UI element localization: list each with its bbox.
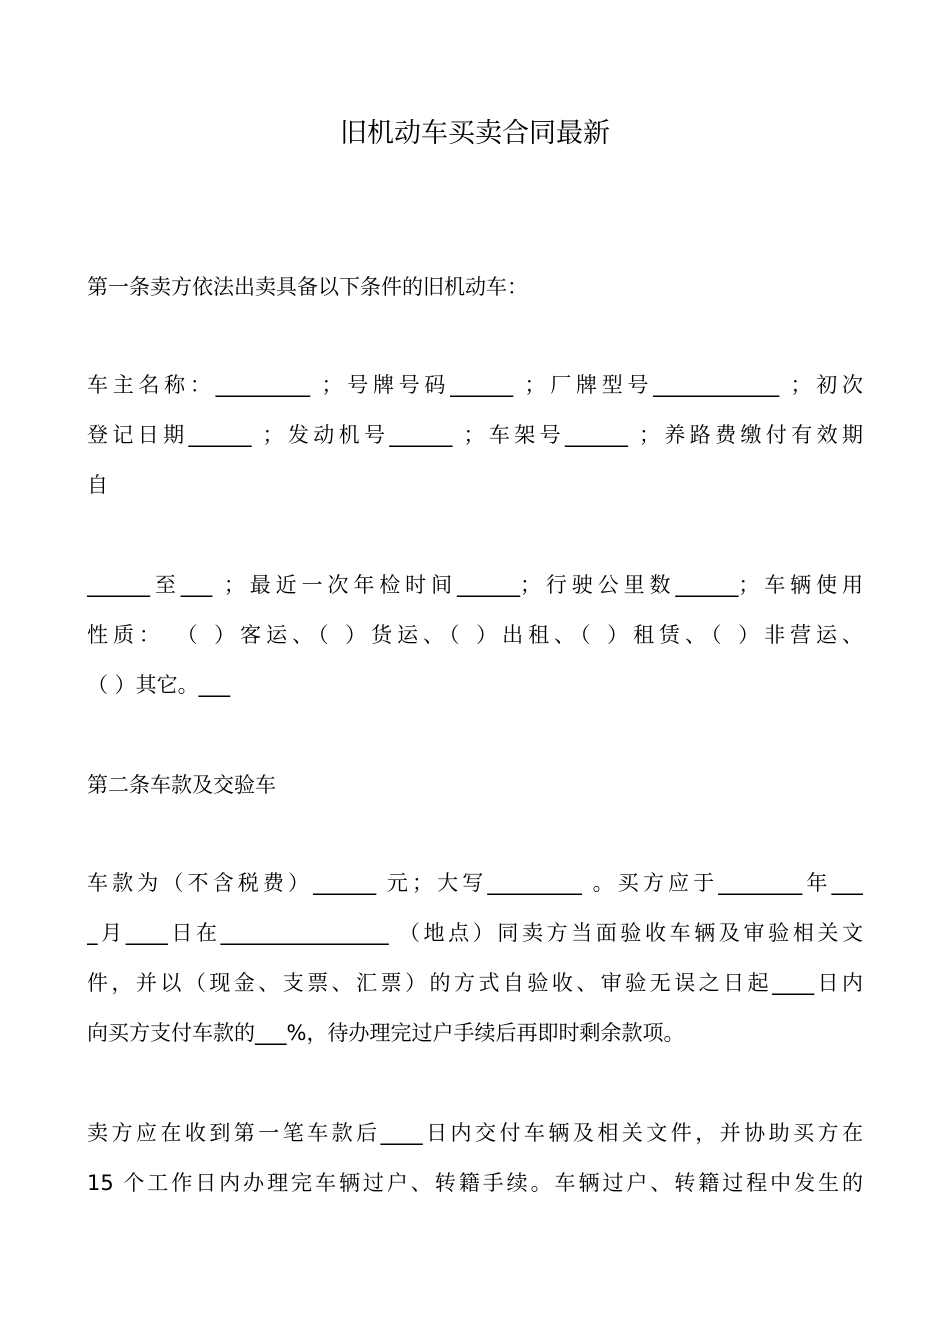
section2-payment-paragraph (87, 858, 863, 1058)
paragraph-line: 向买方支付车款的___%，待办理完过户手续后再即时剩余款项。 (87, 1021, 685, 1045)
section1-heading (87, 262, 863, 312)
paragraph-line: 车主名称：_________ ；号牌号码______ ；厂牌型号____________ ；初次 (87, 373, 863, 397)
section1-usage-paragraph (87, 560, 863, 710)
paragraph-line: （ ）其它。___ (87, 673, 231, 697)
paragraph-line: 件，并以（现金、支票、汇票）的方式自验收、审验无误之日起____日内 (87, 971, 863, 995)
section2-heading-text: 第二条车款及交验车 (87, 773, 276, 797)
section2-delivery-paragraph (87, 1108, 863, 1208)
document-title: 旧机动车买卖合同最新 (340, 118, 610, 149)
paragraph-line: _月____日在________________ （地点）同卖方当面验收车辆及审验相关文 (87, 921, 863, 945)
paragraph-line: 登记日期______ ；发动机号______ ；车架号______ ；养路费缴付有效期 (87, 423, 863, 447)
section2-heading (87, 760, 863, 810)
section1-heading-text: 第一条卖方依法出卖具备以下条件的旧机动车： (87, 275, 528, 299)
paragraph-line: ______至___ ；最近一次年检时间______；行驶公里数______；车辆使用 (87, 573, 863, 597)
paragraph-line: 卖方应在收到第一笔车款后____日内交付车辆及相关文件，并协助买方在 (87, 1121, 863, 1145)
paragraph-line: 车款为（不含税费）______ 元；大写_________ 。买方应于________年___ (87, 871, 863, 895)
paragraph-line: 自 (87, 473, 108, 497)
section1-vehicle-info-paragraph (87, 360, 863, 510)
paragraph-line: 性质： （ ）客运、（ ）货运、（ ）出租、（ ）租赁、（ ）非营运、 (87, 623, 863, 647)
paragraph-line: 15 个工作日内办理完车辆过户、转籍手续。车辆过户、转籍过程中发生的 (87, 1171, 863, 1195)
